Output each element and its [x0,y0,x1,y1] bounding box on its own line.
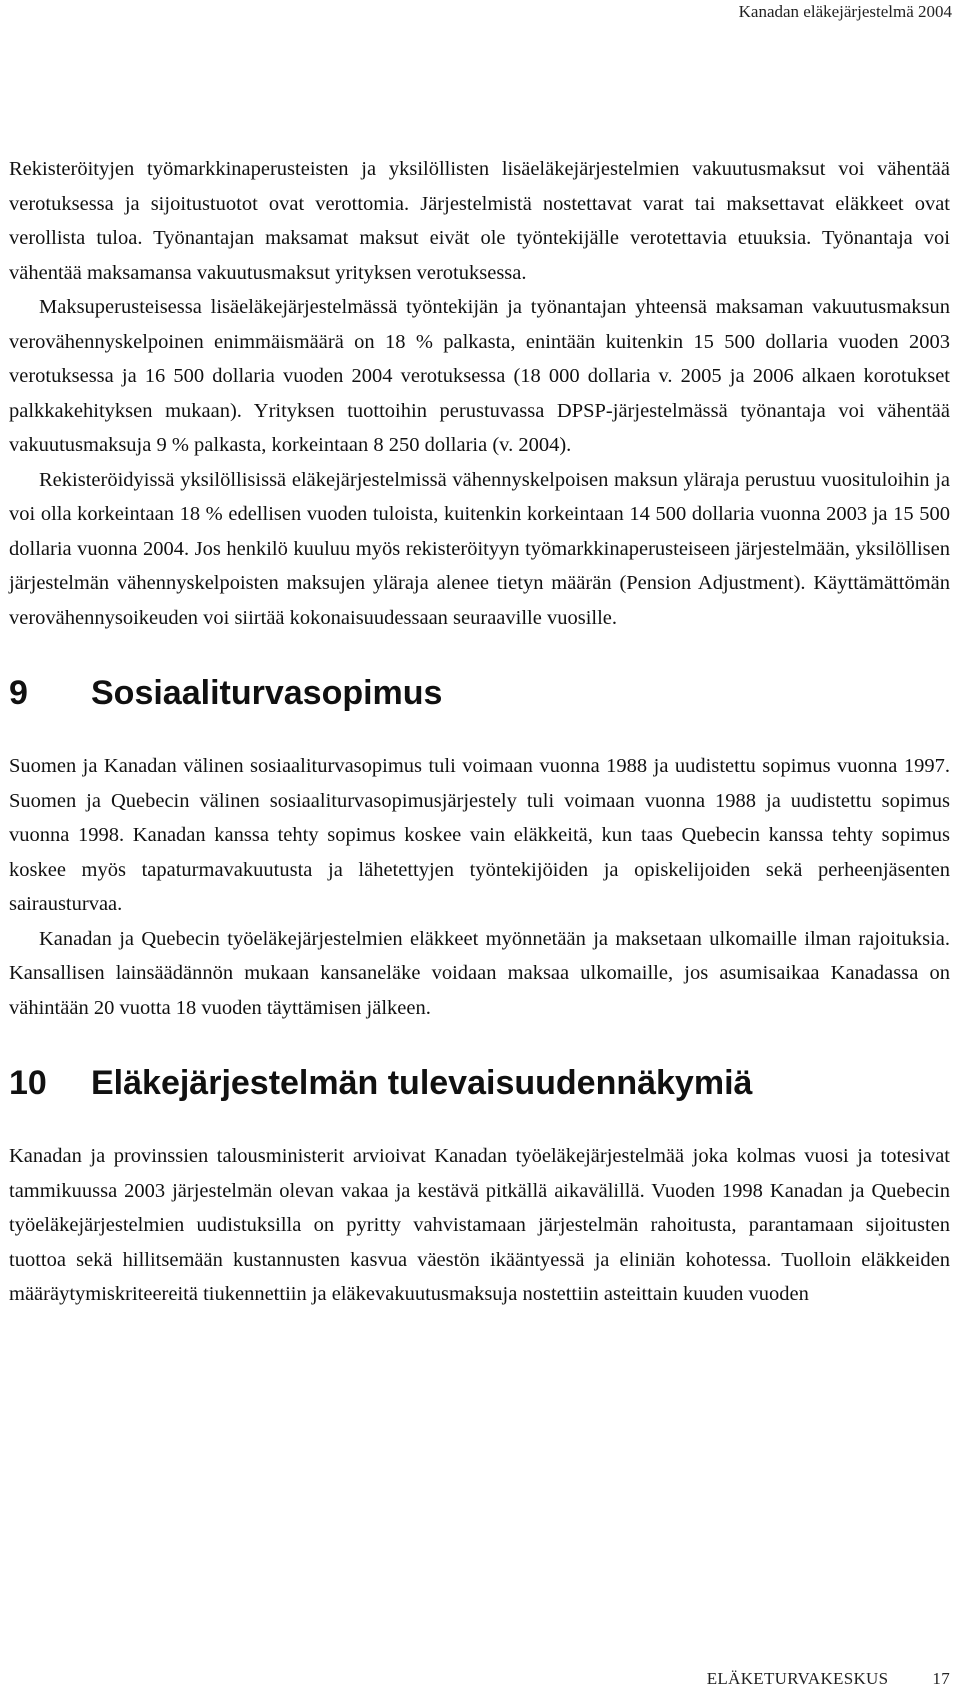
section-number: 10 [9,1063,47,1102]
paragraph-social-security-agreement: Suomen ja Kanadan välinen sosiaaliturvasopimus tuli voimaan vuonna 1988 ja uudistettu sopimus vuonna 1997. Suomen ja Quebecin välinen sosiaaliturvasopimusjärjestely tuli voimaan vuonna 1988 ja uudistettu sopimus vuonna 1998. Kanadan kanssa tehty sopimus koskee vain eläkkeitä, kun taas Quebecin kanssa tehty sopimus koskee myös tapaturmavakuutusta ja lähetettyjen työntekijöiden ja opiskelijoiden sekä perheenjäsenten sairausturvaa. [9,755,950,915]
page-body [9,152,950,1312]
footer-publisher: ELÄKETURVAKESKUS [706,1669,889,1688]
paragraph-individual-plans: Rekisteröidyissä yksilöllisissä eläkejärjestelmissä vähennyskelpoisen maksun yläraja perustuu vuosituloihin ja voi olla korkeintaan 18 % edellisen vuoden tuloista, kuitenkin korkeintaan 14 500 dollaria vuonna 2003 ja 15 500 dollaria vuonna 2004. Jos henkilö kuuluu myös rekisteröityyn työmarkkinaperusteiseen järjestelmään, yksilöllisen järjestelmän vähennyskelpoisten maksujen yläraja alenee tietyn määrän (Pension Adjustment). Käyttämättömän verovähennysoikeuden voi siirtää kokonaisuudessaan seuraaville vuosille. [9,468,950,629]
section-number: 9 [9,673,28,712]
paragraph-future-outlook: Kanadan ja provinssien talousministerit arvioivat Kanadan työeläkejärjestelmää joka kolmas vuosi ja totesivat tammikuussa 2003 järjestelmän olevan vakaa ja kestävä pitkällä aikavälillä. Vuoden 1998 Kanadan ja Quebecin työeläkejärjestelmien uudistuksilla on pyritty vahvistamaan järjestelmän rahoitusta, parantamaan sijoitusten tuottoa sekä hillitsemään kustannusten kasvua väestön ikääntyessä ja eliniän kohotessa. Tuolloin eläkkeiden määräytymiskriteereitä tiukennettiin ja eläkevakuutusmaksuja nostettiin asteittain kuuden vuoden [9,1145,950,1305]
page-footer [707,1669,950,1689]
section-title: Sosiaaliturvasopimus [91,673,443,712]
running-header: Kanadan eläkejärjestelmä 2004 [738,2,952,21]
paragraph-tax-deductions: Rekisteröityjen työmarkkinaperusteisten ja yksilöllisten lisäeläkejärjestelmien vakuutusmaksut voi vähentää verotuksessa ja sijoitustuotot ovat verottomia. Järjestelmistä nostettavat varat tai maksettavat eläkkeet ovat verollista tuloa. Työnantajan maksamat maksut eivät ole työntekijälle verotettavia etuuksia. Työnantaja voi vähentää maksamansa vakuutusmaksut yrityksen verotuksessa. [9,158,950,284]
section-title: Eläkejärjestelmän tulevaisuudennäkymiä [91,1063,753,1102]
page-number: 17 [932,1669,950,1688]
section-heading-9 [9,673,950,713]
paragraph-pensions-abroad: Kanadan ja Quebecin työeläkejärjestelmien eläkkeet myönnetään ja maksetaan ulkomaille ilman rajoituksia. Kansallisen lainsäädännön mukaan kansaneläke voidaan maksaa ulkomaille, jos asumisaikaa Kanadassa on vähintään 20 vuotta 18 vuoden täyttämisen jälkeen. [9,927,950,1019]
section-heading-10 [9,1063,950,1103]
paragraph-defined-contribution-limits: Maksuperusteisessa lisäeläkejärjestelmässä työntekijän ja työnantajan yhteensä maksaman vakuutusmaksun verovähennyskelpoinen enimmäismäärä on 18 % palkasta, enintään kuitenkin 15 500 dollaria vuoden 2003 verotuksessa ja 16 500 dollaria vuoden 2004 verotuksessa (18 000 dollaria v. 2005 ja 2006 alkaen korotukset palkkakehityksen mukaan). Yrityksen tuottoihin perustuvassa DPSP-järjestelmässä työnantaja voi vähentää vakuutusmaksuja 9 % palkasta, korkeintaan 8 250 dollaria (v. 2004). [9,296,950,456]
